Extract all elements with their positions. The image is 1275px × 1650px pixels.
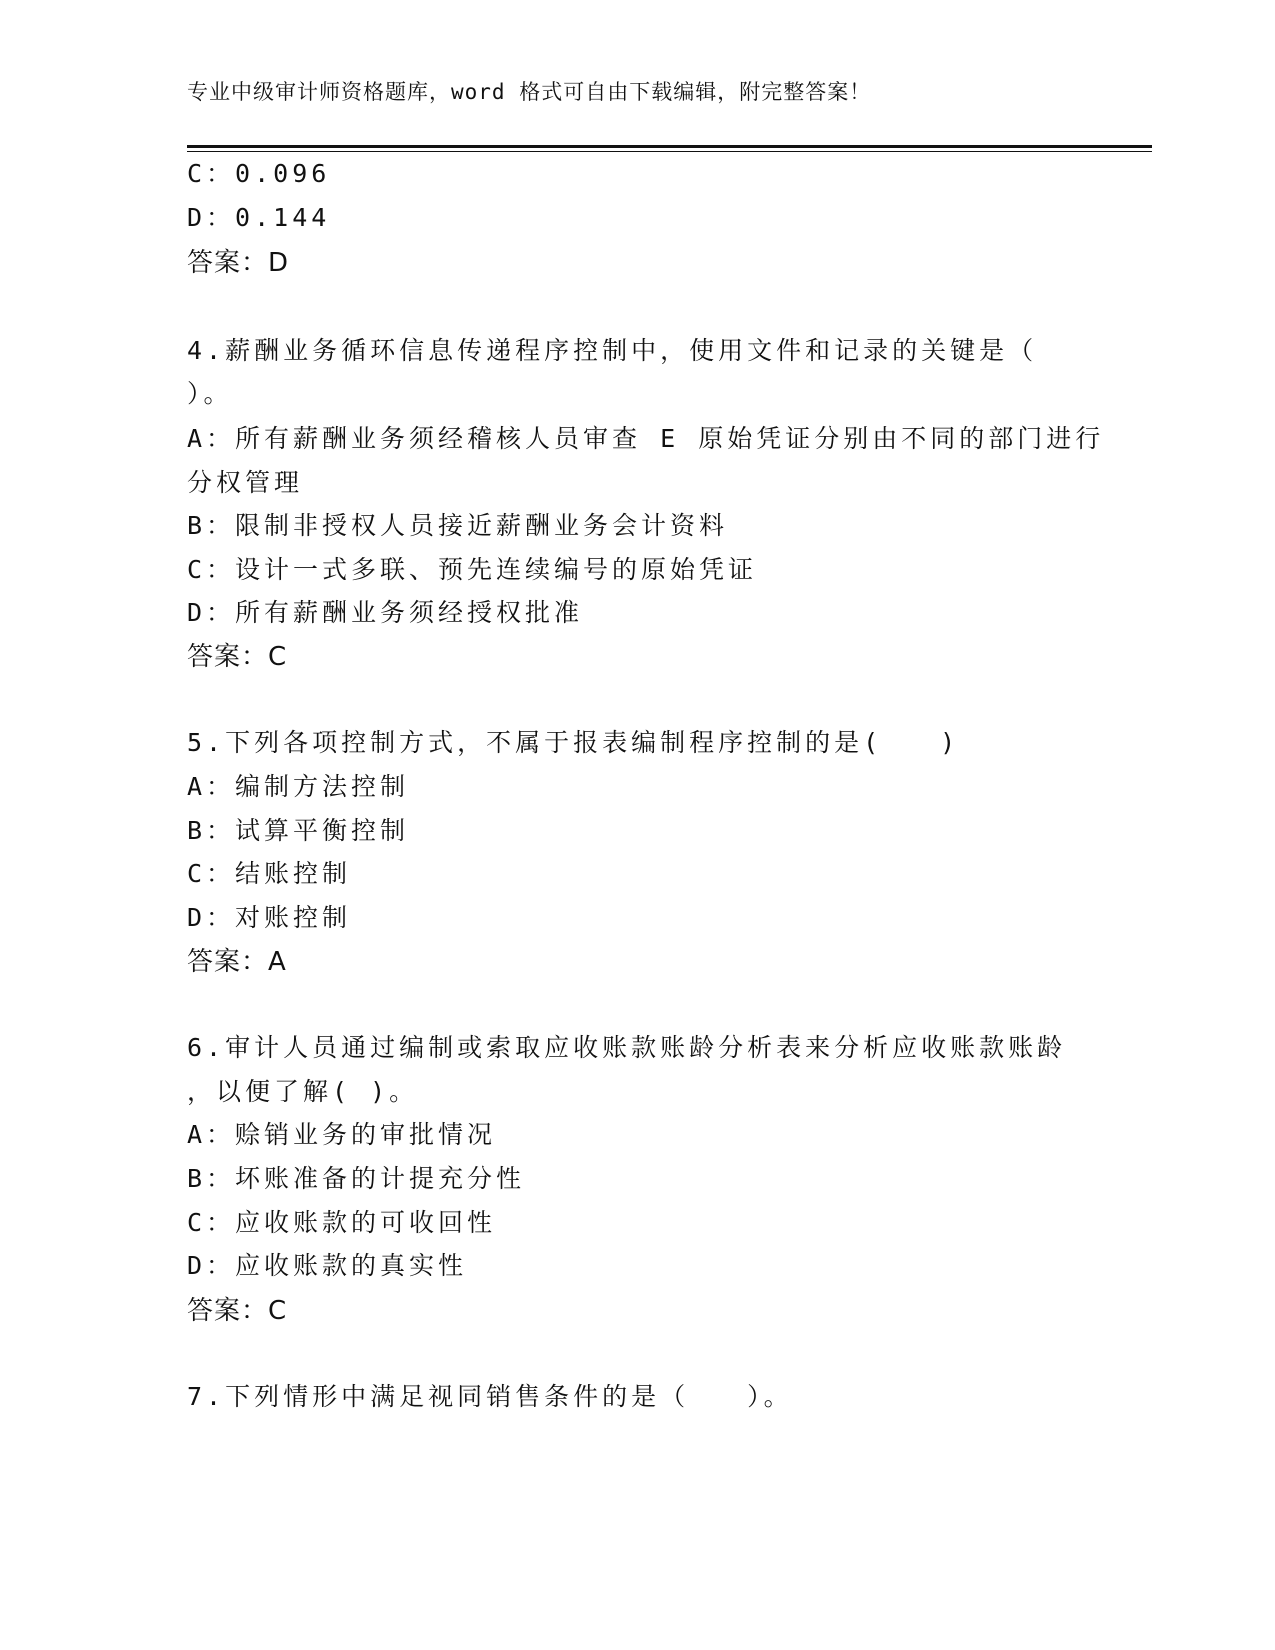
q4-answer: 答案：C [187,642,288,672]
q6-option-c: C：应收账款的可收回性 [187,1208,497,1237]
q4-option-a-line1: A：所有薪酬业务须经稽核人员审查 E 原始凭证分别由不同的部门进行 [187,424,1105,453]
q4-stem-line2: ）。 [187,379,233,408]
q5-option-c: C：结账控制 [187,859,352,888]
q6-answer: 答案：C [187,1296,288,1326]
q5-stem: 5.下列各项控制方式，不属于报表编制程序控制的是( ) [187,728,960,757]
q4-option-b: B：限制非授权人员接近薪酬业务会计资料 [187,511,729,540]
q6-option-a: A：赊销业务的审批情况 [187,1120,497,1149]
prev-option-c: C：0.096 [187,159,331,188]
header-divider-thick [187,145,1152,148]
q6-stem-line2: ，以便了解( )。 [187,1077,419,1106]
q5-option-a: A：编制方法控制 [187,772,410,801]
q4-option-d: D：所有薪酬业务须经授权批准 [187,598,584,627]
q4-option-c: C：设计一式多联、预先连续编号的原始凭证 [187,555,758,584]
prev-answer: 答案：D [187,248,290,278]
q5-option-b: B：试算平衡控制 [187,816,410,845]
q6-option-d: D：应收账款的真实性 [187,1251,468,1280]
q6-stem-line1: 6.审计人员通过编制或索取应收账款账龄分析表来分析应收账款账龄 [187,1033,1067,1062]
q6-option-b: B：坏账准备的计提充分性 [187,1164,526,1193]
q5-answer: 答案：A [187,947,287,977]
q7-stem: 7.下列情形中满足视同销售条件的是（ ）。 [187,1382,793,1411]
header-divider-thin [187,151,1152,152]
q4-stem-line1: 4.薪酬业务循环信息传递程序控制中，使用文件和记录的关键是（ [187,336,1038,365]
page-header: 专业中级审计师资格题库，word 格式可自由下载编辑，附完整答案！ [187,80,872,104]
prev-option-d: D：0.144 [187,203,331,232]
q4-option-a-line2: 分权管理 [187,468,304,497]
q5-option-d: D：对账控制 [187,903,352,932]
